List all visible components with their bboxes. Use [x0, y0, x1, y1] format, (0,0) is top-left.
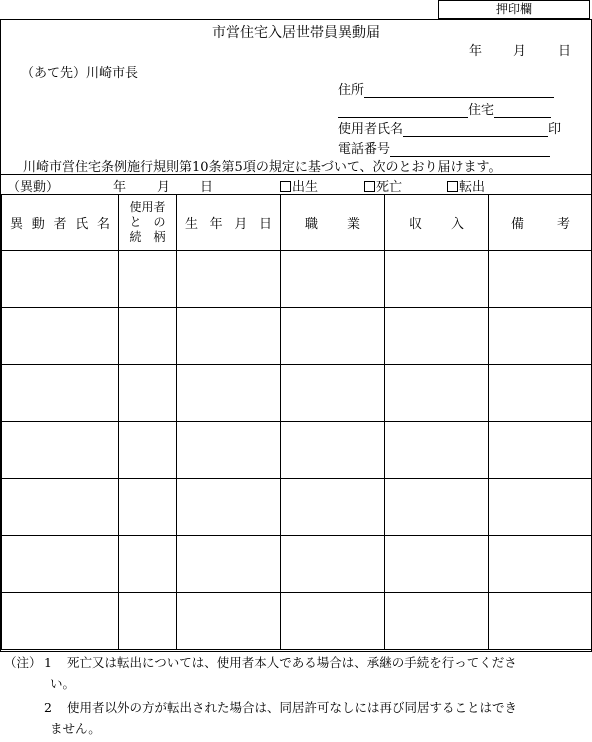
header-char: 異 — [10, 217, 24, 232]
death-label: 死亡 — [376, 180, 403, 195]
change-month: 月 — [157, 180, 171, 195]
table-row — [2, 593, 592, 650]
cell-income[interactable] — [385, 365, 489, 422]
member-table — [1, 194, 592, 650]
header-char: 日 — [258, 217, 272, 232]
address-field[interactable] — [338, 79, 554, 98]
note-1-line2: い。 — [50, 676, 76, 691]
cell-name[interactable] — [2, 593, 119, 650]
note-2-line1: 使用者以外の方が転出された場合は、同居許可なしには再び同居することはでき — [67, 700, 518, 715]
cell-income[interactable] — [385, 308, 489, 365]
residence-line[interactable] — [494, 103, 551, 118]
header-char: 生 — [185, 217, 199, 232]
form-title: 市営住宅入居世帯員異動届 — [212, 25, 380, 41]
header-char: 動 — [31, 217, 45, 232]
cell-birth[interactable] — [177, 479, 281, 536]
user-name-line[interactable] — [403, 122, 548, 137]
cell-relation[interactable] — [119, 422, 177, 479]
header-relation-line3: 続 柄 — [129, 230, 166, 244]
header-char: 備 — [511, 217, 525, 232]
table-row — [2, 365, 592, 422]
birth-label: 出生 — [292, 180, 319, 195]
cell-birth[interactable] — [177, 422, 281, 479]
cell-job[interactable] — [281, 422, 385, 479]
header-relation-line1: 使用者 — [129, 200, 166, 214]
header-remarks — [489, 195, 592, 251]
note-2-line2: ません。 — [50, 721, 101, 736]
cell-income[interactable] — [385, 422, 489, 479]
option-death[interactable] — [364, 176, 402, 195]
cell-name[interactable] — [2, 422, 119, 479]
cell-name[interactable] — [2, 251, 119, 308]
header-char: 考 — [556, 217, 570, 232]
cell-job[interactable] — [281, 593, 385, 650]
cell-remarks[interactable] — [489, 422, 592, 479]
date-year: 年 — [469, 44, 483, 59]
table-row — [2, 479, 592, 536]
cell-relation[interactable] — [119, 308, 177, 365]
moveout-checkbox[interactable] — [447, 181, 458, 192]
header-char: 名 — [96, 217, 110, 232]
header-char: 業 — [346, 217, 360, 232]
cell-birth[interactable] — [177, 593, 281, 650]
cell-name[interactable] — [2, 536, 119, 593]
header-relation — [119, 195, 177, 251]
header-char: 年 — [209, 217, 223, 232]
cell-job[interactable] — [281, 479, 385, 536]
seal-label: 押印欄 — [495, 2, 532, 16]
notes-prefix: （注） — [4, 655, 42, 670]
table-row — [2, 422, 592, 479]
change-day: 日 — [200, 180, 214, 195]
cell-birth[interactable] — [177, 308, 281, 365]
residence-label: 住宅 — [468, 103, 495, 118]
cell-name[interactable] — [2, 308, 119, 365]
cell-birth[interactable] — [177, 365, 281, 422]
change-year: 年 — [113, 180, 127, 195]
note-2-num: 2 — [44, 700, 52, 715]
header-relation-line2: と の — [129, 215, 166, 229]
table-row — [2, 308, 592, 365]
cell-name[interactable] — [2, 479, 119, 536]
user-name-field[interactable] — [338, 118, 561, 137]
cell-remarks[interactable] — [489, 479, 592, 536]
header-job — [281, 195, 385, 251]
note-1-num: 1 — [44, 655, 52, 670]
cell-job[interactable] — [281, 536, 385, 593]
header-name — [2, 195, 119, 251]
cell-income[interactable] — [385, 479, 489, 536]
header-char: 入 — [450, 217, 464, 232]
header-char: 月 — [234, 217, 248, 232]
table-row — [2, 536, 592, 593]
header-char: 職 — [305, 217, 319, 232]
header-birth-text — [177, 213, 280, 232]
option-birth[interactable] — [280, 176, 318, 195]
header-income — [385, 195, 489, 251]
cell-name[interactable] — [2, 365, 119, 422]
cell-remarks[interactable] — [489, 251, 592, 308]
table-row — [2, 251, 592, 308]
cell-job[interactable] — [281, 308, 385, 365]
cell-relation[interactable] — [119, 593, 177, 650]
cell-relation[interactable] — [119, 479, 177, 536]
statement-text: 川崎市営住宅条例施行規則第10条第5項の規定に基づいて、次のとおり届けます。 — [23, 160, 502, 175]
cell-relation[interactable] — [119, 536, 177, 593]
header-char: 者 — [53, 217, 67, 232]
table-header-row — [2, 195, 592, 251]
cell-income[interactable] — [385, 251, 489, 308]
address-label: 住所 — [338, 83, 365, 98]
address-line[interactable] — [364, 83, 554, 98]
phone-label: 電話番号 — [338, 142, 391, 157]
cell-income[interactable] — [385, 593, 489, 650]
cell-birth[interactable] — [177, 536, 281, 593]
cell-relation[interactable] — [119, 251, 177, 308]
notification-form — [0, 19, 592, 652]
birth-checkbox[interactable] — [280, 181, 291, 192]
change-row — [1, 174, 591, 194]
phone-field[interactable] — [338, 138, 550, 157]
cell-job[interactable] — [281, 251, 385, 308]
cell-income[interactable] — [385, 536, 489, 593]
residence-line-before[interactable] — [338, 103, 468, 118]
cell-remarks[interactable] — [489, 365, 592, 422]
residence-field[interactable] — [338, 99, 551, 118]
header-birth — [177, 195, 281, 251]
cell-remarks[interactable] — [489, 308, 592, 365]
cell-birth[interactable] — [177, 251, 281, 308]
header-char: 収 — [409, 217, 423, 232]
header-name-text — [2, 213, 118, 232]
change-label: （異動） — [7, 180, 60, 195]
cell-relation[interactable] — [119, 365, 177, 422]
cell-job[interactable] — [281, 365, 385, 422]
user-name-label: 使用者氏名 — [338, 122, 404, 137]
moveout-label: 転出 — [459, 180, 486, 195]
header-income-text — [385, 213, 488, 232]
seal-mark: 印 — [548, 122, 562, 137]
addressee: （あて先）川崎市長 — [21, 66, 139, 81]
option-moveout[interactable] — [447, 176, 485, 195]
date-month: 月 — [513, 44, 527, 59]
seal-box — [438, 0, 590, 19]
phone-line[interactable] — [390, 142, 550, 157]
death-checkbox[interactable] — [364, 181, 375, 192]
table-body — [2, 251, 592, 650]
header-char: 氏 — [75, 217, 89, 232]
cell-remarks[interactable] — [489, 536, 592, 593]
note-1-line1: 死亡又は転出については、使用者本人である場合は、承継の手続を行ってくださ — [67, 655, 517, 670]
date-day: 日 — [558, 44, 572, 59]
cell-remarks[interactable] — [489, 593, 592, 650]
header-remarks-text — [489, 213, 592, 232]
header-job-text — [281, 213, 384, 232]
